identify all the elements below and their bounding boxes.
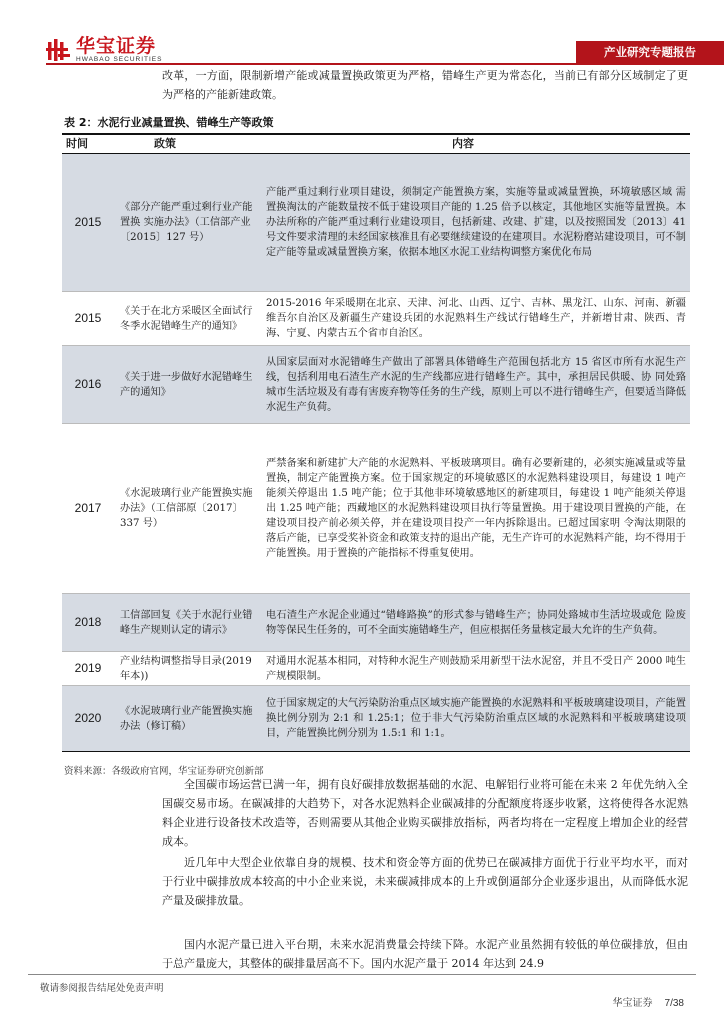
row-policy: 《部分产能严重过剩行业产能置换 实施办法》（工信部产业〔2015〕127 号） (114, 154, 262, 292)
intro-paragraph: 改革，一方面，限制新增产能或减量置换政策更为严格，错峰生产更为常态化，当前已有部分区域制定了更为严格的产能新建政策。 (162, 69, 688, 101)
row-policy: 工信部回复《关于水泥行业错峰生产规则认定的请示》 (114, 594, 262, 652)
footer-info (613, 994, 684, 1009)
footer-company: 华宝证券 (612, 998, 653, 1009)
row-content: 产能严重过剩行业项目建设，须制定产能置换方案，实施等量或减量置换，环境敏感区域 需置换淘汰的产能数量按不低于建设项目产能的 1.25 倍予以核定，其他地区实施等量置换。本办法所称的产能严重过剩行业建设项目，包括新建、改建、扩建，以及按照国发〔2013〕41 号文件要求清理的未经国家核准且有必要继续建设的在建项目。水泥粉磨站建设项目，可不制定产能等量或减量置换方案，依据本地区水泥工业结构调整方案优化布局 (262, 154, 690, 292)
row-content: 电石渣生产水泥企业通过“错峰路换”的形式参与错峰生产；协同处臵城市生活垃圾或危 险废物等保民生任务的，可不全面实施错峰生产，但应根据任务量核定最大允许的生产负荷。 (262, 594, 690, 652)
policy-table (62, 133, 690, 752)
logo-english-name: HWABAO SECURITIES (76, 56, 163, 63)
company-logo (46, 36, 162, 64)
header-divider (46, 63, 724, 65)
footer-disclaimer: 敬请参阅报告结尾处免责声明 (40, 983, 164, 994)
hwabao-logo-icon (46, 38, 70, 62)
row-content: 位于国家规定的大气污染防治重点区域实施产能置换的水泥熟料和平板玻璃建设项目，产能置换比例分别为 2:1 和 1.25:1；位于非大气污染防治重点区域的水泥熟料和平板玻璃建设项目，产能置换比例分别为 1.5:1 和 1:1。 (262, 686, 690, 752)
body-paragraph: 国内水泥产量已进入平台期，未来水泥消费量会持续下降。水泥产业虽然拥有较低的单位碳排放，但由于总产量庞大，其整体的碳排量居高不下。国内水泥产量于 2014 年达到 24.9 (162, 938, 688, 970)
table-row (62, 652, 690, 686)
row-year: 2020 (62, 686, 114, 752)
page-header (0, 0, 724, 72)
row-content: 严禁备案和新建扩大产能的水泥熟料、平板玻璃项目。确有必要新建的，必须实施减量或等量置换，制定产能置换方案。位于国家规定的环境敏感区的水泥熟料建设项目，每建设 1 吨产能须关停退出 1.5 吨产能；位于其他非环境敏感地区的新建项目，每建设 1 吨产能须关停退出 1.25 吨产能；西藏地区的水泥熟料建设项目执行等量置换。用于建设项目置换的产能，在建设项目投产前必须关停，并在建设项目投产一年内拆除退出。已超过国家明 令淘汰期限的落后产能，已享受奖补资金和政策支持的退出产能，无生产许可的水泥熟料产能，均不得用于产能置换。用于置换的产能指标不得重复使用。 (262, 424, 690, 594)
page-number: 7/38 (664, 998, 684, 1009)
header-policy: 政策 (114, 134, 262, 154)
row-year: 2016 (62, 346, 114, 424)
row-content: 从国家层面对水泥错峰生产做出了部署具体错峰生产范围包括北方 15 省区市所有水泥生产线，包括利用电石渣生产水泥的生产线都应进行错峰生产。其中，承担居民供暖、协 同处臵城市生活垃圾及有毒有害废弃物等任务的生产线，原则上可以不进行错峰生产，但要适当降低水泥生产负荷。 (262, 346, 690, 424)
row-policy: 《关于在北方采暖区全面试行冬季水泥错峰生产的通知》 (114, 292, 262, 346)
header-content: 内容 (262, 134, 690, 154)
table-row (62, 346, 690, 424)
body-paragraph: 近几年中大型企业依靠自身的规模、技术和资金等方面的优势已在碳减排方面优于行业平均水平，而对于行业中碳排放成本较高的中小企业来说，未来碳减排成本的上升或倒逼部分企业逐步退出，从而降低水泥产量及碳排放量。 (162, 856, 688, 907)
table-header-row (62, 134, 690, 154)
table-row (62, 292, 690, 346)
table-row (62, 424, 690, 594)
logo-chinese-name: 华宝证券 (76, 35, 157, 57)
row-policy: 《关于进一步做好水泥错峰生产的通知》 (114, 346, 262, 424)
row-year: 2015 (62, 292, 114, 346)
row-year: 2015 (62, 154, 114, 292)
report-type-banner: 产业研究专题报告 (576, 41, 724, 63)
body-paragraph: 全国碳市场运营已满一年，拥有良好碳排放数据基础的水泥、电解铝行业将可能在未来 2 年优先纳入全国碳交易市场。在碳减排的大趋势下，对各水泥熟料企业碳减排的分配额度将逐步收紧，这将使得各水泥熟料企业进行设备技术改造等，否则需要从其他企业购买碳排放指标，两者均将在一定程度上增加企业的经营成本。 (162, 778, 688, 848)
row-content: 对通用水泥基本相同，对特种水泥生产则鼓励采用新型干法水泥窑，并且不受日产 2000 吨生产规模限制。 (262, 652, 690, 686)
row-year: 2018 (62, 594, 114, 652)
header-year: 时间 (62, 134, 114, 154)
table-row (62, 594, 690, 652)
table-row (62, 154, 690, 292)
row-policy: 《水泥玻璃行业产能置换实施办法》（工信部原〔2017〕337 号） (114, 424, 262, 594)
row-year: 2017 (62, 424, 114, 594)
row-year: 2019 (62, 652, 114, 686)
table-row (62, 686, 690, 752)
row-policy: 《水泥玻璃行业产能置换实施办法（修订稿） (114, 686, 262, 752)
footer-divider (28, 974, 696, 975)
table-source-note: 资料来源：各级政府官网，华宝证券研究创新部 (64, 766, 264, 777)
table-title: 表 2：水泥行业减量置换、错峰生产等政策 (64, 116, 274, 129)
row-content: 2015-2016 年采暖期在北京、天津、河北、山西、辽宁、吉林、黑龙江、山东、河南、新疆维吾尔自治区及新疆生产建设兵团的水泥熟料生产线试行错峰生产，并新增甘肃、陕西、青海、宁夏、内蒙古五个省市自治区。 (262, 292, 690, 346)
row-policy: 产业结构调整指导目录(2019 年本)) (114, 652, 262, 686)
